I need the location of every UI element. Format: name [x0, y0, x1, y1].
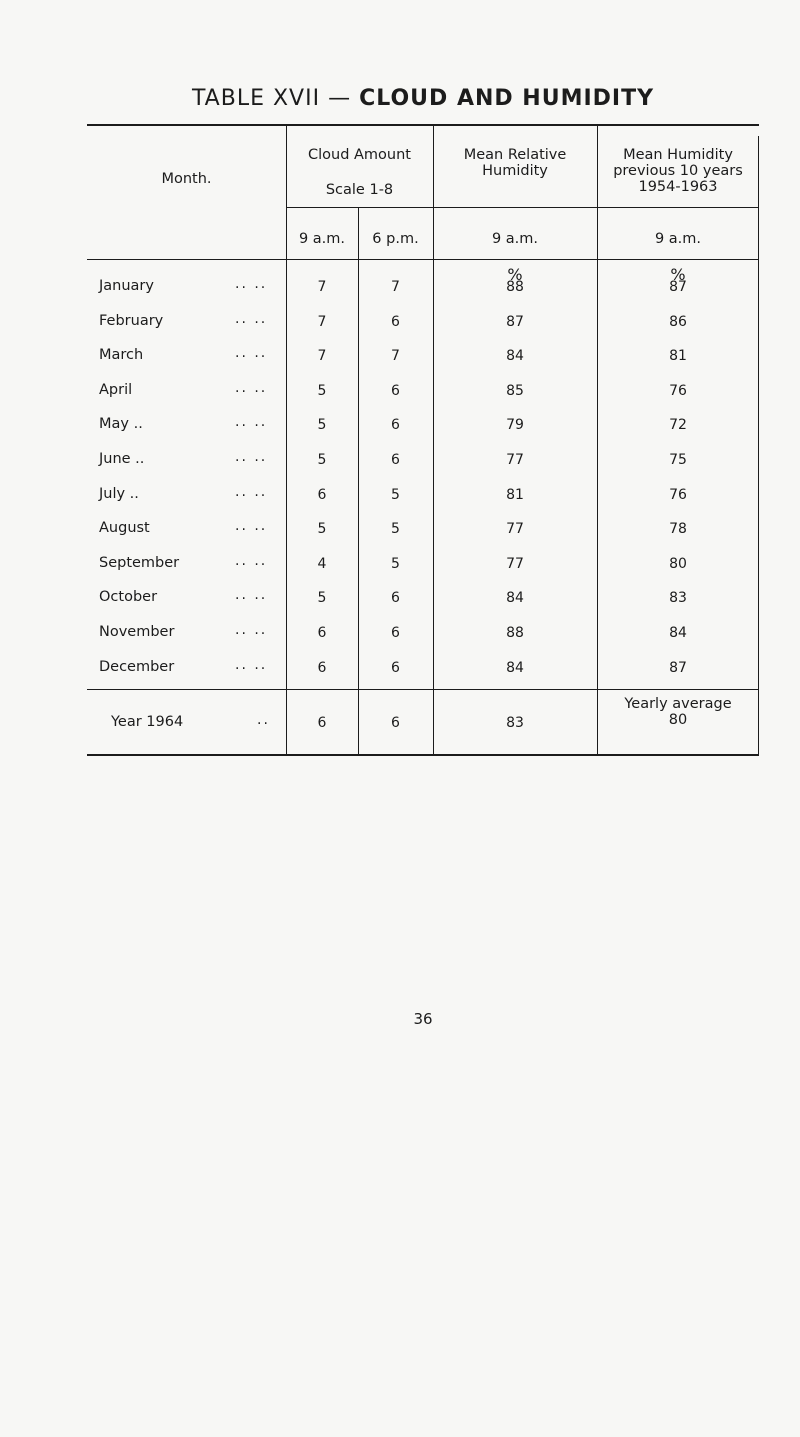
- row-relative-humidity: 84: [506, 590, 524, 606]
- total-dots: ..: [257, 712, 270, 728]
- row-month: May ..: [99, 416, 143, 432]
- row-dots: .. ..: [235, 587, 268, 603]
- row-relative-humidity: 77: [506, 521, 524, 537]
- row-relative-humidity: 84: [506, 348, 524, 364]
- row-mean-humidity: 84: [669, 625, 687, 641]
- top-rule: [87, 124, 759, 126]
- row-mean-humidity: 78: [669, 521, 687, 537]
- header-humidity-line3: 1954-1963: [638, 179, 718, 195]
- row-month: November: [99, 624, 175, 640]
- row-dots: .. ..: [235, 276, 268, 292]
- row-relative-humidity: 88: [506, 279, 524, 295]
- cloud-humidity-table: [87, 124, 759, 756]
- row-cloud-6pm: 6: [391, 660, 400, 676]
- title-prefix: TABLE XVII —: [191, 86, 352, 111]
- row-dots: .. ..: [235, 311, 268, 327]
- row-dots: .. ..: [235, 345, 268, 361]
- row-mean-humidity: 83: [669, 590, 687, 606]
- header-cloud-line1: Cloud Amount: [307, 147, 411, 163]
- table-title: [0, 86, 800, 111]
- row-cloud-6pm: 5: [391, 521, 400, 537]
- row-cloud-9am: 5: [317, 521, 327, 537]
- row-cloud-9am: 7: [317, 348, 327, 364]
- row-dots: .. ..: [235, 414, 268, 430]
- row-cloud-9am: 4: [317, 556, 327, 572]
- row-dots: .. ..: [235, 449, 268, 465]
- subheader-cloud-6pm: 6 p.m.: [372, 231, 419, 247]
- row-month: April: [99, 382, 133, 398]
- row-cloud-6pm: 6: [391, 383, 400, 399]
- row-cloud-9am: 5: [317, 383, 327, 399]
- row-mean-humidity: 76: [669, 487, 687, 503]
- row-month: December: [99, 659, 175, 675]
- row-cloud-6pm: 6: [391, 417, 400, 433]
- page-number: 36: [413, 1010, 433, 1028]
- humidity-percent-unit: %: [670, 265, 686, 284]
- row-month: June ..: [99, 451, 145, 467]
- row-cloud-6pm: 6: [391, 590, 400, 606]
- row-relative-humidity: 85: [506, 383, 524, 399]
- row-relative-humidity: 81: [506, 487, 524, 503]
- row-month: October: [99, 589, 158, 605]
- header-humidity-line1: Mean Humidity: [623, 147, 733, 163]
- row-cloud-6pm: 5: [391, 556, 400, 572]
- bottom-rule: [87, 754, 759, 756]
- row-mean-humidity: 86: [669, 314, 687, 330]
- row-month: January: [99, 278, 154, 294]
- row-cloud-6pm: 6: [391, 452, 400, 468]
- total-humidity-label: Yearly average: [624, 696, 732, 712]
- row-month: February: [99, 313, 164, 329]
- total-cloud-9am: 6: [317, 715, 327, 731]
- row-cloud-9am: 6: [317, 487, 327, 503]
- row-cloud-6pm: 7: [391, 279, 400, 295]
- row-relative-humidity: 79: [506, 417, 524, 433]
- row-dots: .. ..: [235, 484, 268, 500]
- row-mean-humidity: 72: [669, 417, 687, 433]
- total-rule: [87, 689, 759, 690]
- row-cloud-6pm: 5: [391, 487, 400, 503]
- row-cloud-6pm: 6: [391, 314, 400, 330]
- row-relative-humidity: 88: [506, 625, 524, 641]
- subheader-cloud-9am: 9 a.m.: [298, 231, 346, 247]
- row-month: July ..: [99, 486, 139, 502]
- row-cloud-9am: 5: [317, 590, 327, 606]
- row-mean-humidity: 75: [669, 452, 687, 468]
- row-mean-humidity: 76: [669, 383, 687, 399]
- row-mean-humidity: 87: [669, 660, 687, 676]
- row-dots: .. ..: [235, 380, 268, 396]
- row-cloud-9am: 6: [317, 660, 327, 676]
- row-month: September: [99, 555, 180, 571]
- row-cloud-9am: 7: [317, 279, 327, 295]
- total-cloud-6pm: 6: [391, 715, 400, 731]
- total-humidity-value: 80: [668, 712, 688, 728]
- row-dots: .. ..: [235, 553, 268, 569]
- row-mean-humidity: 87: [669, 279, 687, 295]
- subheader-relative-9am: 9 a.m.: [491, 231, 539, 247]
- row-cloud-9am: 7: [317, 314, 327, 330]
- header-humidity-line2: previous 10 years: [613, 163, 743, 179]
- row-mean-humidity: 81: [669, 348, 687, 364]
- row-dots: .. ..: [235, 622, 268, 638]
- row-relative-humidity: 87: [506, 314, 524, 330]
- row-cloud-6pm: 7: [391, 348, 400, 364]
- row-mean-humidity: 80: [669, 556, 687, 572]
- row-cloud-6pm: 6: [391, 625, 400, 641]
- subheader-rule: [286, 207, 759, 208]
- row-month: August: [99, 520, 150, 536]
- row-cloud-9am: 5: [317, 417, 327, 433]
- row-dots: .. ..: [235, 518, 268, 534]
- row-relative-humidity: 84: [506, 660, 524, 676]
- row-dots: .. ..: [235, 657, 268, 673]
- header-relative-line1: Mean Relative: [463, 147, 567, 163]
- row-month: March: [99, 347, 144, 363]
- header-cloud-line2: Scale 1-8: [325, 182, 394, 198]
- row-cloud-9am: 5: [317, 452, 327, 468]
- row-relative-humidity: 77: [506, 452, 524, 468]
- header-month: Month.: [161, 171, 212, 187]
- subheader-humidity-9am: 9 a.m.: [654, 231, 702, 247]
- header-relative-line2: Humidity: [482, 163, 548, 179]
- row-relative-humidity: 77: [506, 556, 524, 572]
- title-main: CLOUD AND HUMIDITY: [359, 86, 655, 111]
- relative-percent-unit: %: [507, 265, 523, 284]
- header-rule: [87, 259, 759, 260]
- total-relative-humidity: 83: [506, 715, 524, 731]
- total-label: Year 1964: [111, 714, 184, 730]
- row-cloud-9am: 6: [317, 625, 327, 641]
